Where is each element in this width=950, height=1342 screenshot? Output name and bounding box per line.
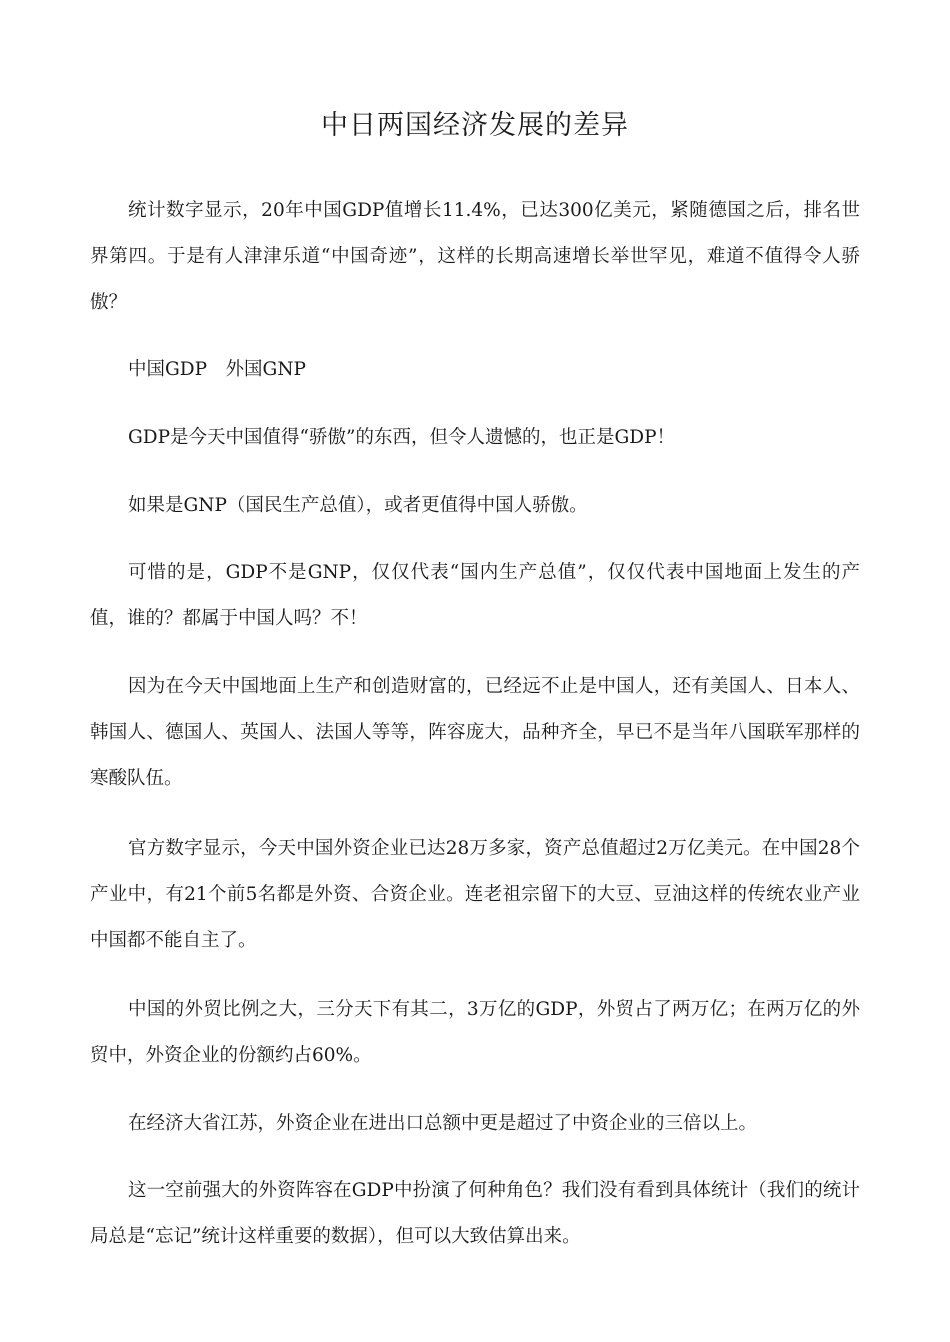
paragraph-foreign-producers: 因为在今天中国地面上生产和创造财富的，已经远不止是中国人，还有美国人、日本人、韩国人、德国人、英国人、法国人等等，阵容庞大，品种齐全，早已不是当年八国联军那样的寒酸队伍。 — [90, 676, 860, 789]
paragraph-foreign-role: 这一空前强大的外资阵容在GDP中扮演了何种角色？我们没有看到具体统计（我们的统计局总是“忘记”统计这样重要的数据），但可以大致估算出来。 — [90, 1180, 860, 1247]
paragraph-gnp-pride: 如果是GNP（国民生产总值），或者更值得中国人骄傲。 — [128, 495, 588, 516]
paragraph-gdp-pride: GDP是今天中国值得“骄傲”的东西，但令人遗憾的，也正是GDP！ — [128, 427, 676, 448]
paragraph-gdp-not-gnp: 可惜的是，GDP不是GNP，仅仅代表“国内生产总值”，仅仅代表中国地面上发生的产值，谁的？都属于中国人吗？不！ — [90, 562, 860, 629]
paragraph-gdp-gnp-heading: 中国GDP 外国GNP — [128, 359, 306, 380]
paragraph-jiangsu: 在经济大省江苏，外资企业在进出口总额中更是超过了中资企业的三倍以上。 — [128, 1113, 758, 1134]
paragraph-gdp-statistics: 统计数字显示，20年中国GDP值增长11.4%，已达300亿美元，紧随德国之后，排名世界第四。于是有人津津乐道“中国奇迹”，这样的长期高速增长举世罕见，难道不值得令人骄傲？ — [90, 200, 860, 313]
paragraph-foreign-enterprises: 官方数字显示，今天中国外资企业已达28万多家，资产总值超过2万亿美元。在中国28个产业中，有21个前5名都是外资、合资企业。连老祖宗留下的大豆、豆油这样的传统农业产业中国都不能自主了。 — [90, 838, 860, 951]
paragraph-foreign-trade: 中国的外贸比例之大，三分天下有其二，3万亿的GDP，外贸占了两万亿；在两万亿的外贸中，外资企业的份额约占60%。 — [90, 999, 860, 1066]
document-title: 中日两国经济发展的差异 — [321, 110, 629, 141]
